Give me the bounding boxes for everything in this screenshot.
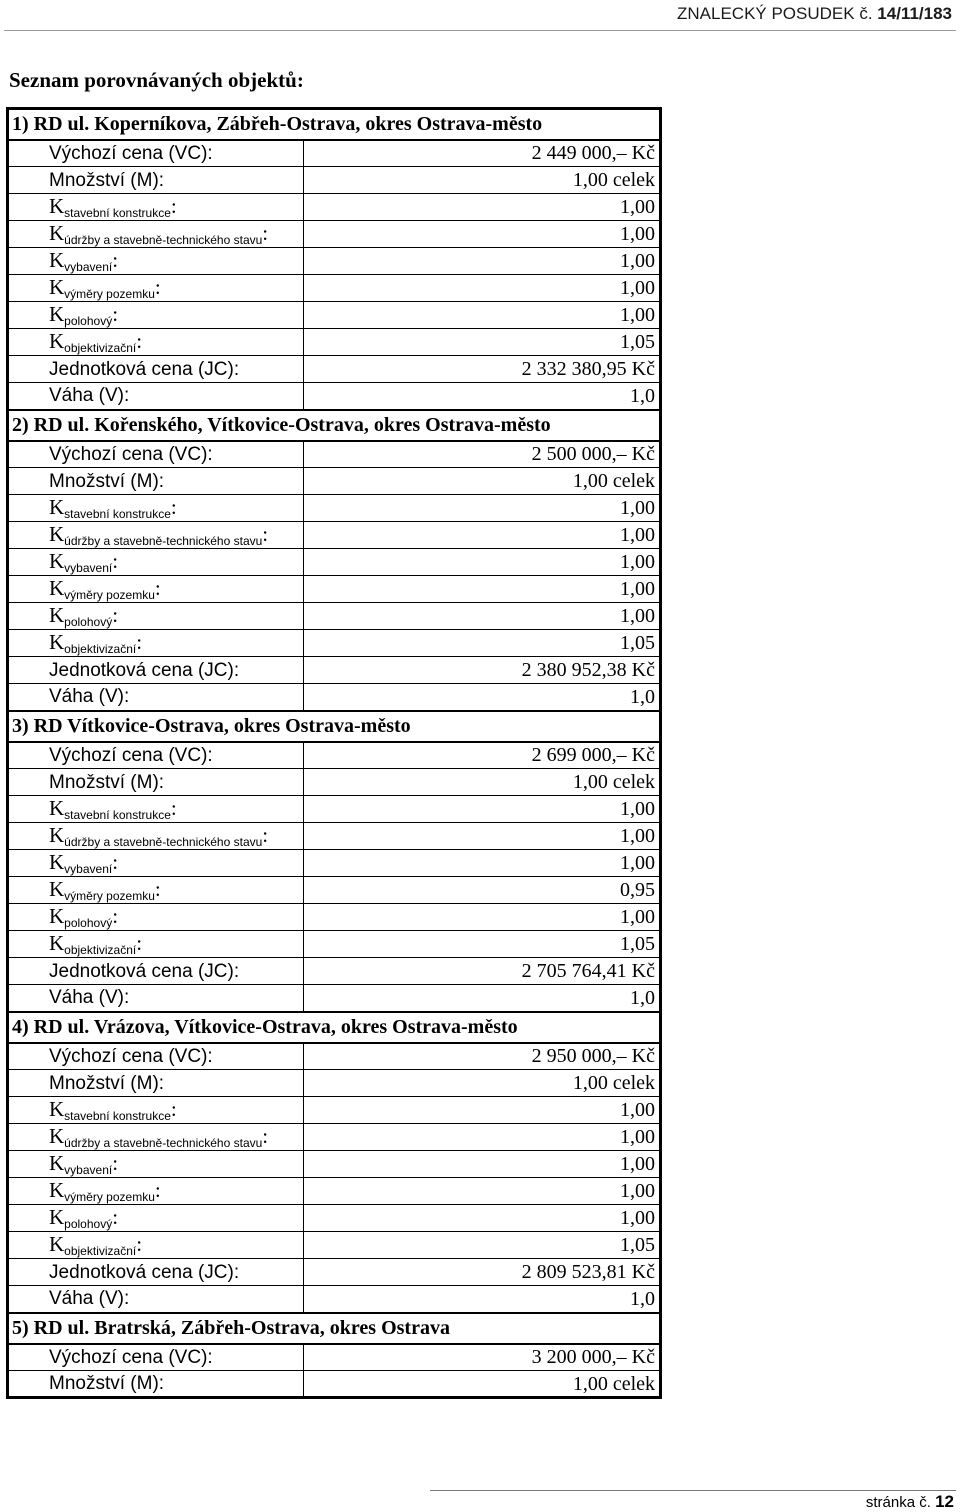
coefficient-subscript: výměry pozemku	[64, 1189, 155, 1204]
coefficient-subscript: stavební konstrukce	[64, 807, 171, 822]
coefficient-symbol: K	[49, 1231, 65, 1256]
label-colon: :	[154, 274, 161, 299]
coefficient-subscript: stavební konstrukce	[64, 1108, 171, 1123]
initial-price-value: 2 950 000,– Kč	[304, 1043, 661, 1070]
table-row	[8, 796, 661, 823]
coefficient-symbol: K	[49, 1150, 65, 1175]
object-title: 1) RD ul. Koperníkova, Zábřeh-Ostrava, okres Ostrava-město	[8, 109, 661, 140]
quantity-value: 1,00 celek	[304, 1070, 661, 1097]
k-location-label	[8, 302, 304, 329]
k-maintenance-value: 1,00	[304, 221, 661, 248]
initial-price-label: Výchozí cena (VC):	[8, 1043, 304, 1070]
initial-price-label: Výchozí cena (VC):	[8, 441, 304, 468]
k-construction-value: 1,00	[304, 1097, 661, 1124]
coefficient-subscript: objektivizační	[64, 340, 137, 355]
k-location-value: 1,00	[304, 603, 661, 630]
coefficient-symbol: K	[49, 575, 65, 600]
coefficient-symbol: K	[49, 876, 65, 901]
label-colon: :	[136, 930, 143, 955]
coefficient-symbol: K	[49, 274, 65, 299]
page-number: 12	[935, 1492, 954, 1511]
k-construction-label	[8, 1097, 304, 1124]
k-land-area-value: 1,00	[304, 275, 661, 302]
coefficient-symbol: K	[49, 1177, 65, 1202]
quantity-label: Množství (M):	[8, 468, 304, 495]
coefficient-subscript: objektivizační	[64, 942, 137, 957]
table-row	[8, 877, 661, 904]
object-title: 5) RD ul. Bratrská, Zábřeh-Ostrava, okres Ostrava	[8, 1313, 661, 1344]
quantity-label: Množství (M):	[8, 1371, 304, 1398]
k-objectivization-label	[8, 630, 304, 657]
coefficient-subscript: vybavení	[64, 1162, 113, 1177]
table-row	[8, 522, 661, 549]
k-construction-label	[8, 194, 304, 221]
k-equipment-label	[8, 850, 304, 877]
table-row	[8, 167, 661, 194]
k-location-value: 1,00	[304, 904, 661, 931]
k-land-area-label	[8, 576, 304, 603]
table-row	[8, 603, 661, 630]
initial-price-label: Výchozí cena (VC):	[8, 742, 304, 769]
coefficient-subscript: vybavení	[64, 259, 113, 274]
table-row	[8, 1124, 661, 1151]
label-colon: :	[154, 575, 161, 600]
initial-price-label: Výchozí cena (VC):	[8, 140, 304, 167]
table-row	[8, 275, 661, 302]
k-location-label	[8, 603, 304, 630]
label-colon: :	[112, 1204, 119, 1229]
coefficient-symbol: K	[49, 247, 65, 272]
k-equipment-value: 1,00	[304, 1151, 661, 1178]
table-row	[8, 1205, 661, 1232]
label-colon: :	[262, 521, 269, 546]
k-construction-label	[8, 495, 304, 522]
coefficient-subscript: údržby a stavebně-technického stavu	[64, 232, 263, 247]
table-row	[8, 1344, 661, 1371]
unit-price-value: 2 705 764,41 Kč	[304, 958, 661, 985]
label-colon: :	[112, 301, 119, 326]
k-location-value: 1,00	[304, 1205, 661, 1232]
initial-price-value: 2 699 000,– Kč	[304, 742, 661, 769]
coefficient-symbol: K	[49, 220, 65, 245]
k-equipment-label	[8, 1151, 304, 1178]
unit-price-value: 2 809 523,81 Kč	[304, 1259, 661, 1286]
header-prefix: ZNALECKÝ POSUDEK č.	[677, 4, 873, 23]
k-maintenance-value: 1,00	[304, 1124, 661, 1151]
weight-label: Váha (V):	[8, 985, 304, 1012]
table-row	[8, 769, 661, 796]
label-colon: :	[112, 1150, 119, 1175]
coefficient-subscript: stavební konstrukce	[64, 205, 171, 220]
table-row	[8, 823, 661, 850]
k-land-area-value: 0,95	[304, 877, 661, 904]
coefficient-symbol: K	[49, 301, 65, 326]
header-divider	[4, 30, 956, 31]
k-maintenance-label	[8, 823, 304, 850]
table-row	[8, 329, 661, 356]
quantity-value: 1,00 celek	[304, 1371, 661, 1398]
k-objectivization-value: 1,05	[304, 931, 661, 958]
k-equipment-label	[8, 248, 304, 275]
label-colon: :	[136, 328, 143, 353]
initial-price-value: 2 449 000,– Kč	[304, 140, 661, 167]
table-row	[8, 1151, 661, 1178]
k-location-label	[8, 1205, 304, 1232]
object-header-row	[8, 109, 661, 140]
k-objectivization-value: 1,05	[304, 1232, 661, 1259]
unit-price-label: Jednotková cena (JC):	[8, 657, 304, 684]
table-row	[8, 657, 661, 684]
table-row	[8, 356, 661, 383]
objects-table	[6, 107, 662, 1399]
page-header	[677, 4, 952, 24]
quantity-label: Množství (M):	[8, 769, 304, 796]
label-colon: :	[154, 1177, 161, 1202]
label-colon: :	[170, 795, 177, 820]
coefficient-symbol: K	[49, 521, 65, 546]
table-row	[8, 441, 661, 468]
coefficient-symbol: K	[49, 930, 65, 955]
coefficient-subscript: výměry pozemku	[64, 587, 155, 602]
quantity-value: 1,00 celek	[304, 468, 661, 495]
k-equipment-label	[8, 549, 304, 576]
k-maintenance-value: 1,00	[304, 522, 661, 549]
table-row	[8, 1286, 661, 1313]
table-row	[8, 302, 661, 329]
k-location-value: 1,00	[304, 302, 661, 329]
table-row	[8, 742, 661, 769]
label-colon: :	[112, 602, 119, 627]
quantity-label: Množství (M):	[8, 1070, 304, 1097]
weight-label: Váha (V):	[8, 1286, 304, 1313]
unit-price-value: 2 332 380,95 Kč	[304, 356, 661, 383]
coefficient-subscript: polohový	[64, 1216, 113, 1231]
coefficient-symbol: K	[49, 849, 65, 874]
table-row	[8, 850, 661, 877]
object-header-row	[8, 1313, 661, 1344]
table-row	[8, 1371, 661, 1398]
list-title: Seznam porovnávaných objektů:	[9, 68, 304, 92]
table-row	[8, 1232, 661, 1259]
coefficient-subscript: výměry pozemku	[64, 888, 155, 903]
k-land-area-label	[8, 275, 304, 302]
label-colon: :	[136, 1231, 143, 1256]
initial-price-label: Výchozí cena (VC):	[8, 1344, 304, 1371]
object-title: 3) RD Vítkovice-Ostrava, okres Ostrava-město	[8, 711, 661, 742]
k-land-area-label	[8, 877, 304, 904]
weight-label: Váha (V):	[8, 684, 304, 711]
k-objectivization-label	[8, 329, 304, 356]
quantity-value: 1,00 celek	[304, 167, 661, 194]
label-colon: :	[154, 876, 161, 901]
table-row	[8, 140, 661, 167]
k-construction-value: 1,00	[304, 495, 661, 522]
table-row	[8, 684, 661, 711]
unit-price-label: Jednotková cena (JC):	[8, 356, 304, 383]
label-colon: :	[170, 494, 177, 519]
label-colon: :	[262, 220, 269, 245]
table-row	[8, 495, 661, 522]
k-maintenance-label	[8, 522, 304, 549]
report-number: 14/11/183	[877, 4, 952, 23]
coefficient-subscript: vybavení	[64, 560, 113, 575]
k-maintenance-label	[8, 1124, 304, 1151]
objects-table-body	[8, 109, 661, 1398]
k-objectivization-value: 1,05	[304, 630, 661, 657]
k-construction-label	[8, 796, 304, 823]
label-colon: :	[136, 629, 143, 654]
coefficient-subscript: vybavení	[64, 861, 113, 876]
k-equipment-value: 1,00	[304, 850, 661, 877]
weight-value: 1,0	[304, 383, 661, 410]
k-construction-value: 1,00	[304, 796, 661, 823]
table-row	[8, 931, 661, 958]
unit-price-label: Jednotková cena (JC):	[8, 958, 304, 985]
weight-label: Váha (V):	[8, 383, 304, 410]
k-land-area-value: 1,00	[304, 1178, 661, 1205]
object-header-row	[8, 1012, 661, 1043]
quantity-value: 1,00 celek	[304, 769, 661, 796]
label-colon: :	[262, 1123, 269, 1148]
initial-price-value: 2 500 000,– Kč	[304, 441, 661, 468]
coefficient-subscript: údržby a stavebně-technického stavu	[64, 834, 263, 849]
table-row	[8, 1178, 661, 1205]
object-title: 2) RD ul. Kořenského, Vítkovice-Ostrava, okres Ostrava-město	[8, 410, 661, 441]
k-objectivization-label	[8, 931, 304, 958]
unit-price-label: Jednotková cena (JC):	[8, 1259, 304, 1286]
coefficient-symbol: K	[49, 1204, 65, 1229]
coefficient-symbol: K	[49, 328, 65, 353]
coefficient-symbol: K	[49, 822, 65, 847]
table-row	[8, 576, 661, 603]
coefficient-subscript: stavební konstrukce	[64, 506, 171, 521]
initial-price-value: 3 200 000,– Kč	[304, 1344, 661, 1371]
unit-price-value: 2 380 952,38 Kč	[304, 657, 661, 684]
table-row	[8, 248, 661, 275]
object-header-row	[8, 711, 661, 742]
coefficient-subscript: údržby a stavebně-technického stavu	[64, 1135, 263, 1150]
label-colon: :	[262, 822, 269, 847]
weight-value: 1,0	[304, 985, 661, 1012]
coefficient-subscript: údržby a stavebně-technického stavu	[64, 533, 263, 548]
table-row	[8, 630, 661, 657]
coefficient-subscript: polohový	[64, 614, 113, 629]
label-colon: :	[170, 1096, 177, 1121]
label-colon: :	[112, 548, 119, 573]
coefficient-symbol: K	[49, 494, 65, 519]
coefficient-subscript: polohový	[64, 915, 113, 930]
table-row	[8, 904, 661, 931]
coefficient-symbol: K	[49, 795, 65, 820]
coefficient-symbol: K	[49, 548, 65, 573]
object-header-row	[8, 410, 661, 441]
footer-divider	[430, 1490, 956, 1491]
table-row	[8, 1043, 661, 1070]
table-row	[8, 383, 661, 410]
table-row	[8, 1070, 661, 1097]
coefficient-symbol: K	[49, 629, 65, 654]
k-equipment-value: 1,00	[304, 549, 661, 576]
footer-label: stránka č.	[865, 1494, 931, 1511]
page-footer	[866, 1492, 954, 1512]
table-row	[8, 1259, 661, 1286]
table-row	[8, 985, 661, 1012]
table-row	[8, 468, 661, 495]
coefficient-symbol: K	[49, 1096, 65, 1121]
k-construction-value: 1,00	[304, 194, 661, 221]
k-location-label	[8, 904, 304, 931]
k-land-area-label	[8, 1178, 304, 1205]
k-maintenance-label	[8, 221, 304, 248]
k-land-area-value: 1,00	[304, 576, 661, 603]
weight-value: 1,0	[304, 684, 661, 711]
coefficient-subscript: výměry pozemku	[64, 286, 155, 301]
coefficient-subscript: objektivizační	[64, 1243, 137, 1258]
coefficient-symbol: K	[49, 602, 65, 627]
k-equipment-value: 1,00	[304, 248, 661, 275]
label-colon: :	[170, 193, 177, 218]
quantity-label: Množství (M):	[8, 167, 304, 194]
table-row	[8, 221, 661, 248]
table-row	[8, 958, 661, 985]
label-colon: :	[112, 849, 119, 874]
k-maintenance-value: 1,00	[304, 823, 661, 850]
object-title: 4) RD ul. Vrázova, Vítkovice-Ostrava, okres Ostrava-město	[8, 1012, 661, 1043]
weight-value: 1,0	[304, 1286, 661, 1313]
coefficient-symbol: K	[49, 903, 65, 928]
coefficient-subscript: polohový	[64, 313, 113, 328]
table-row	[8, 1097, 661, 1124]
table-row	[8, 549, 661, 576]
k-objectivization-label	[8, 1232, 304, 1259]
k-objectivization-value: 1,05	[304, 329, 661, 356]
table-row	[8, 194, 661, 221]
label-colon: :	[112, 247, 119, 272]
coefficient-symbol: K	[49, 1123, 65, 1148]
coefficient-symbol: K	[49, 193, 65, 218]
label-colon: :	[112, 903, 119, 928]
coefficient-subscript: objektivizační	[64, 641, 137, 656]
